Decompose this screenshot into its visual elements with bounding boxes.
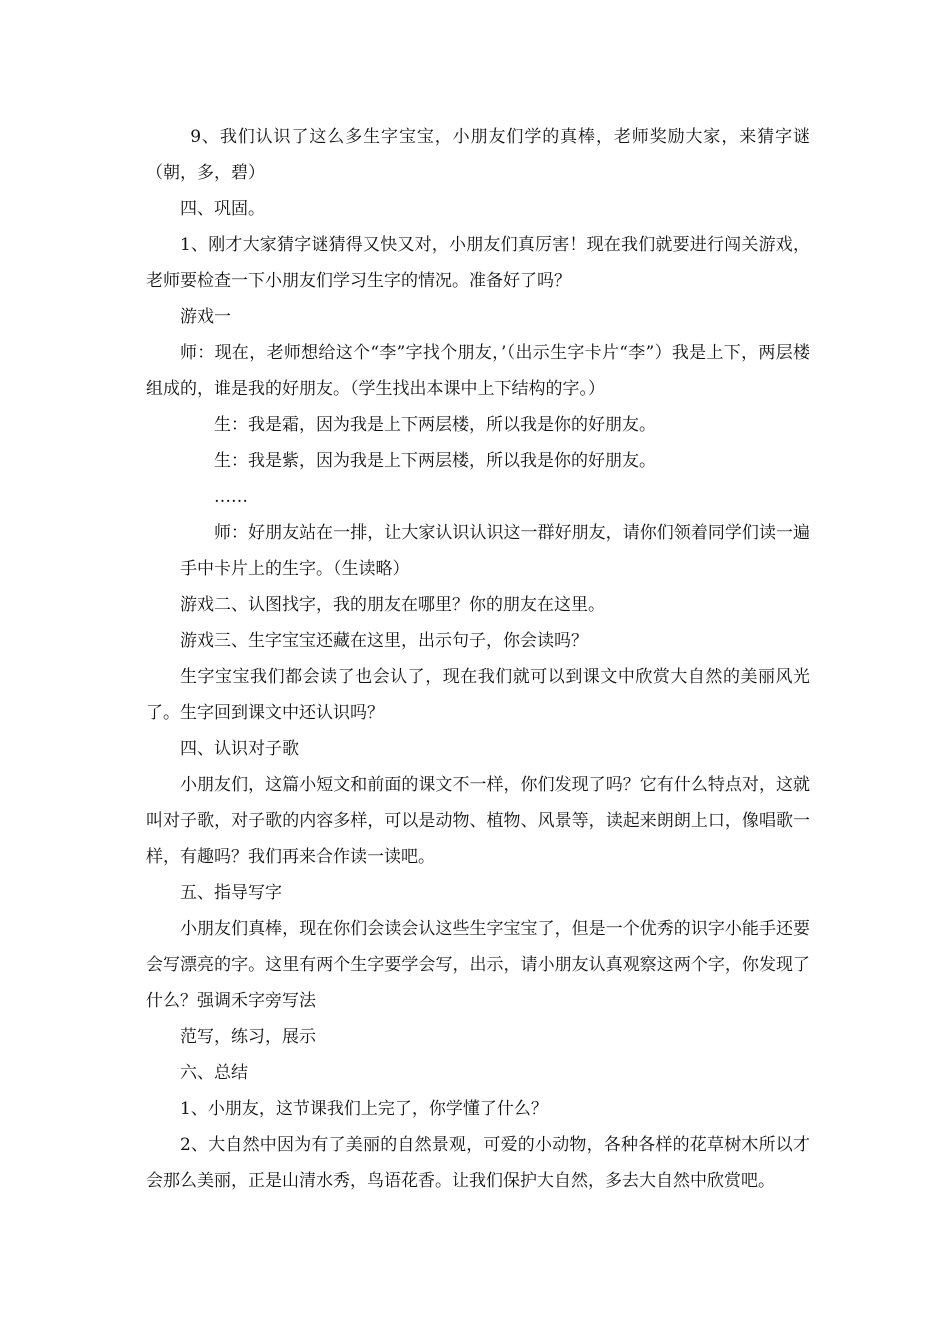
heading-couplet-song: 四、认识对子歌: [180, 739, 299, 759]
paragraph-game-two: 游戏二、认图找字，我的朋友在哪里？你的朋友在这里。: [180, 595, 605, 615]
paragraph-teacher-row: 师：好朋友站在一排，让大家认识认识这一群好朋友，请你们领着同学们读一遍手中卡片上的生字。（生读略）: [180, 523, 810, 579]
paragraph-summary-1: 1、小朋友，这节课我们上完了，你学懂了什么？: [180, 1099, 548, 1119]
paragraph-couplet-song: 小朋友们，这篇小短文和前面的课文不一样，你们发现了吗？它有什么特点对，这就叫对子歌，对子歌的内容多样，可以是动物、植物、风景等，读起来朗朗上口，像唱歌一样，有趣吗？我们再来合作读一读吧。: [146, 775, 810, 867]
heading-consolidate: 四、巩固。: [180, 199, 265, 219]
paragraph-summary-2: 2、大自然中因为有了美丽的自然景观，可爱的小动物，各种各样的花草树木所以才会那么美丽，正是山清水秀，鸟语花香。让我们保护大自然，多去大自然中欣赏吧。: [146, 1135, 810, 1191]
dialog-ellipsis: ……: [214, 487, 248, 507]
paragraph-writing: 小朋友们真棒，现在你们会读会认这些生字宝宝了，但是一个优秀的识字小能手还要会写漂亮的字。这里有两个生字要学会写，出示，请小朋友认真观察这两个字，你发现了什么？强调禾字旁写法: [146, 919, 810, 1011]
paragraph-back-to-text: 生字宝宝我们都会读了也会认了，现在我们就可以到课文中欣赏大自然的美丽风光了。生字回到课文中还认识吗？: [146, 667, 810, 723]
paragraph-riddle: 9、我们认识了这么多生字宝宝，小朋友们学的真棒，老师奖励大家，来猜字谜（朝，多，碧）: [146, 127, 810, 183]
heading-writing: 五、指导写字: [180, 883, 282, 903]
paragraph-practice: 范写，练习，展示: [180, 1027, 316, 1047]
paragraph-game-intro: 1、刚才大家猜字谜猜得又快又对，小朋友们真厉害！现在我们就要进行闯关游戏，老师要检查一下小朋友们学习生字的情况。准备好了吗？: [146, 235, 810, 291]
dialog-student-shuang: 生：我是霜，因为我是上下两层楼，所以我是你的好朋友。: [214, 415, 656, 435]
document-body: [146, 119, 810, 1199]
heading-summary: 六、总结: [180, 1063, 248, 1083]
dialog-student-zi: 生：我是紫，因为我是上下两层楼，所以我是你的好朋友。: [214, 451, 656, 471]
heading-game-one: 游戏一: [180, 307, 231, 327]
paragraph-game-three: 游戏三、生字宝宝还藏在这里，出示句子，你会读吗？: [180, 631, 588, 651]
paragraph-teacher-li: 师：现在，老师想给这个“李”字找个朋友，’（出示生字卡片“李”）我是上下，两层楼组成的，谁是我的好朋友。（学生找出本课中上下结构的字。）: [146, 343, 810, 399]
